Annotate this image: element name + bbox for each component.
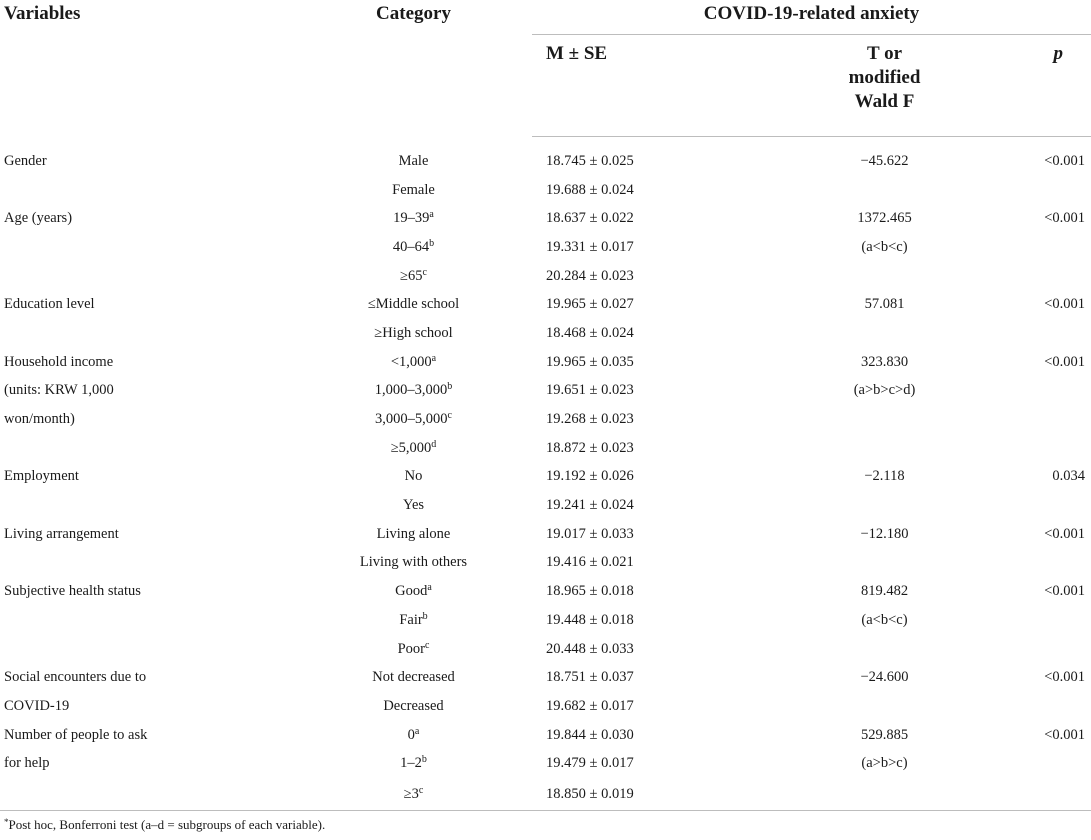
- category-cell: [295, 778, 532, 811]
- header-covid-anxiety: COVID-19-related anxiety: [532, 0, 1091, 35]
- subgroup-superscript: c: [422, 266, 427, 278]
- category-cell: [295, 434, 532, 463]
- category-label: Living with others: [359, 554, 468, 571]
- p-value-cell: [1002, 549, 1091, 578]
- variable-cell: [0, 176, 295, 205]
- table-row: [0, 204, 1091, 233]
- category-label: 1–2: [400, 755, 422, 772]
- mean-se-cell: 18.637 ± 0.022: [546, 210, 634, 227]
- table-row: [0, 233, 1091, 262]
- p-value-cell: [1002, 778, 1091, 811]
- variable-cell: Social encounters due to: [4, 669, 147, 686]
- table-row: [0, 749, 1091, 778]
- category-label: No: [404, 468, 423, 485]
- t-or-f-cell: [767, 778, 1002, 811]
- table-row: [0, 405, 1091, 434]
- category-cell: [295, 348, 532, 377]
- category-cell: [295, 577, 532, 606]
- p-value-cell: [1002, 692, 1091, 721]
- category-label: <1,000: [390, 353, 432, 370]
- variable-cell: [0, 233, 295, 262]
- category-label: Living alone: [376, 525, 451, 542]
- subgroup-superscript: d: [431, 438, 437, 450]
- table-row: [0, 290, 1091, 319]
- mean-se-cell: 19.682 ± 0.017: [546, 697, 634, 714]
- t-or-f-cell: 819.482: [860, 583, 909, 600]
- category-label: ≥5,000: [390, 439, 432, 456]
- p-value-cell: [1002, 434, 1091, 463]
- t-or-f-cell: [767, 262, 1002, 291]
- category-cell: [295, 262, 532, 291]
- variable-cell: won/month): [4, 411, 75, 428]
- table-row: [0, 491, 1091, 520]
- table-row: [0, 635, 1091, 664]
- table-row: [0, 549, 1091, 578]
- variable-cell: [0, 319, 295, 348]
- footnote-marker: *: [4, 817, 9, 827]
- p-value-cell: [1002, 749, 1091, 778]
- category-label: ≥3: [403, 785, 419, 802]
- t-or-f-cell: −2.118: [864, 468, 905, 485]
- subgroup-superscript: a: [431, 352, 437, 364]
- p-value-cell: [1002, 176, 1091, 205]
- table-header: [0, 0, 1091, 137]
- table-row: [0, 520, 1091, 549]
- mean-se-cell: 19.331 ± 0.017: [546, 238, 634, 255]
- subgroup-superscript: b: [429, 237, 435, 249]
- header-tf-line-3: Wald F: [854, 91, 915, 112]
- subgroup-superscript: b: [421, 754, 427, 766]
- mean-se-cell: 19.448 ± 0.018: [546, 611, 634, 628]
- category-label: 1,000–3,000: [374, 382, 448, 399]
- category-cell: [295, 721, 532, 750]
- t-or-f-cell: (a<b<c): [861, 611, 908, 628]
- variable-cell: [0, 262, 295, 291]
- category-cell: [295, 204, 532, 233]
- mean-se-cell: 20.448 ± 0.033: [546, 640, 634, 657]
- t-or-f-cell: [767, 692, 1002, 721]
- p-value-cell: <0.001: [1044, 525, 1085, 542]
- mean-se-cell: 18.965 ± 0.018: [546, 583, 634, 600]
- t-or-f-cell: −24.600: [860, 669, 909, 686]
- mean-se-cell: 19.651 ± 0.023: [546, 382, 634, 399]
- p-value-cell: <0.001: [1044, 669, 1085, 686]
- mean-se-cell: 19.416 ± 0.021: [546, 554, 634, 571]
- mean-se-cell: 18.745 ± 0.025: [546, 152, 634, 169]
- p-value-cell: <0.001: [1044, 583, 1085, 600]
- variable-cell: (units: KRW 1,000: [4, 382, 114, 399]
- t-or-f-cell: [767, 176, 1002, 205]
- category-cell: [295, 635, 532, 664]
- category-cell: [295, 692, 532, 721]
- p-value-cell: [1002, 606, 1091, 635]
- t-or-f-cell: (a>b>c): [861, 755, 908, 772]
- mean-se-cell: 19.688 ± 0.024: [546, 181, 634, 198]
- p-value-cell: <0.001: [1044, 726, 1085, 743]
- t-or-f-cell: 1372.465: [857, 210, 912, 227]
- t-or-f-cell: −45.622: [860, 152, 909, 169]
- p-value-cell: [1002, 233, 1091, 262]
- category-cell: [295, 137, 532, 176]
- variable-cell: [0, 491, 295, 520]
- t-or-f-cell: [767, 434, 1002, 463]
- p-value-cell: [1002, 405, 1091, 434]
- t-or-f-cell: −12.180: [860, 525, 909, 542]
- category-cell: [295, 319, 532, 348]
- p-value-cell: <0.001: [1044, 210, 1085, 227]
- category-cell: [295, 749, 532, 778]
- table-row: [0, 663, 1091, 692]
- subgroup-superscript: c: [418, 784, 424, 796]
- p-value-cell: [1002, 377, 1091, 406]
- p-value-cell: <0.001: [1044, 296, 1085, 313]
- mean-se-cell: 18.468 ± 0.024: [546, 324, 634, 341]
- variable-cell: [0, 434, 295, 463]
- p-value-cell: [1002, 491, 1091, 520]
- variable-cell: Living arrangement: [4, 525, 119, 542]
- t-or-f-cell: [767, 635, 1002, 664]
- category-cell: [295, 520, 532, 549]
- category-cell: [295, 405, 532, 434]
- category-label: Fair: [399, 611, 423, 628]
- category-cell: [295, 290, 532, 319]
- p-value-cell: [1002, 262, 1091, 291]
- mean-se-cell: 19.192 ± 0.026: [546, 468, 634, 485]
- category-label: Poor: [397, 640, 425, 657]
- mean-se-cell: 19.479 ± 0.017: [546, 755, 634, 772]
- category-label: Yes: [402, 497, 425, 514]
- subgroup-superscript: b: [422, 610, 428, 622]
- variable-cell: Household income: [4, 353, 114, 370]
- t-or-f-cell: (a<b<c): [861, 238, 908, 255]
- category-label: ≥65: [400, 267, 423, 284]
- table-row: [0, 348, 1091, 377]
- header-category: Category: [376, 3, 451, 24]
- table-body: [0, 137, 1091, 811]
- table-row: [0, 434, 1091, 463]
- header-tf-line-2: modified: [848, 67, 921, 88]
- mean-se-cell: 18.872 ± 0.023: [546, 439, 634, 456]
- subgroup-superscript: c: [447, 410, 452, 422]
- variable-cell: Age (years): [4, 210, 73, 227]
- category-label: 3,000–5,000: [375, 411, 448, 428]
- mean-se-cell: 19.268 ± 0.023: [546, 411, 634, 428]
- subgroup-superscript: a: [414, 725, 420, 737]
- t-or-f-cell: (a>b>c>d): [853, 382, 916, 399]
- variable-cell: [0, 635, 295, 664]
- subgroup-superscript: a: [427, 582, 432, 594]
- p-value-cell: <0.001: [1044, 353, 1085, 370]
- category-cell: [295, 233, 532, 262]
- p-value-cell: [1002, 635, 1091, 664]
- mean-se-cell: 19.844 ± 0.030: [546, 726, 634, 743]
- category-label: 40–64: [392, 238, 430, 255]
- footnote: [4, 817, 325, 833]
- category-label: Male: [398, 152, 429, 169]
- category-cell: [295, 663, 532, 692]
- category-label: ≤Middle school: [367, 296, 460, 313]
- variable-cell: [0, 549, 295, 578]
- variable-cell: Gender: [4, 152, 47, 169]
- category-label: Decreased: [383, 697, 444, 714]
- variable-cell: for help: [4, 755, 50, 772]
- subgroup-superscript: b: [447, 381, 453, 393]
- variable-cell: [0, 606, 295, 635]
- footnote-text: Post hoc, Bonferroni test (a–d = subgroups of each variable).: [8, 817, 326, 832]
- category-cell: [295, 491, 532, 520]
- table-row: [0, 606, 1091, 635]
- mean-se-cell: 19.965 ± 0.027: [546, 296, 634, 313]
- category-cell: [295, 377, 532, 406]
- t-or-f-cell: [767, 491, 1002, 520]
- category-cell: [295, 549, 532, 578]
- mean-se-cell: 19.241 ± 0.024: [546, 497, 634, 514]
- variable-cell: Education level: [4, 296, 95, 313]
- category-label: Female: [392, 181, 435, 198]
- table-row: [0, 721, 1091, 750]
- category-cell: [295, 463, 532, 492]
- category-cell: [295, 176, 532, 205]
- table-row: [0, 463, 1091, 492]
- mean-se-cell: 19.965 ± 0.035: [546, 353, 634, 370]
- header-variables: Variables: [4, 3, 81, 24]
- t-or-f-cell: [767, 549, 1002, 578]
- category-label: ≥High school: [374, 324, 453, 341]
- table-row: [0, 176, 1091, 205]
- table-row: [0, 319, 1091, 348]
- header-t-or-wald-f: [767, 35, 1002, 137]
- mean-se-cell: 18.751 ± 0.037: [546, 669, 634, 686]
- t-or-f-cell: 57.081: [864, 296, 905, 313]
- p-value-cell: [1002, 319, 1091, 348]
- variable-cell: [0, 778, 295, 811]
- category-label: 19–39: [393, 210, 430, 227]
- header-p-value: p: [1002, 35, 1091, 137]
- variable-cell: Employment: [4, 468, 79, 485]
- category-cell: [295, 606, 532, 635]
- t-or-f-cell: 529.885: [860, 726, 909, 743]
- table-row: [0, 262, 1091, 291]
- p-value-cell: <0.001: [1044, 152, 1085, 169]
- category-label: Not decreased: [372, 669, 455, 686]
- variable-cell: Subjective health status: [4, 583, 141, 600]
- mean-se-cell: 20.284 ± 0.023: [546, 267, 634, 284]
- t-or-f-cell: [767, 405, 1002, 434]
- table-row: [0, 692, 1091, 721]
- table-row: [0, 377, 1091, 406]
- table-row: [0, 577, 1091, 606]
- table-row: [0, 137, 1091, 176]
- subgroup-superscript: a: [429, 209, 434, 221]
- p-value-cell: 0.034: [1052, 468, 1085, 485]
- t-or-f-cell: [767, 319, 1002, 348]
- header-tf-line-1: T or: [866, 43, 902, 64]
- table-row: [0, 778, 1091, 811]
- variable-cell: COVID-19: [4, 697, 70, 714]
- subgroup-superscript: c: [424, 639, 430, 651]
- header-mean-se: M ± SE: [532, 35, 767, 137]
- mean-se-cell: 18.850 ± 0.019: [532, 778, 767, 811]
- category-label: 0: [407, 726, 415, 743]
- variable-cell: Number of people to ask: [4, 726, 148, 743]
- t-or-f-cell: 323.830: [860, 353, 909, 370]
- mean-se-cell: 19.017 ± 0.033: [546, 525, 634, 542]
- category-label: Good: [395, 583, 428, 600]
